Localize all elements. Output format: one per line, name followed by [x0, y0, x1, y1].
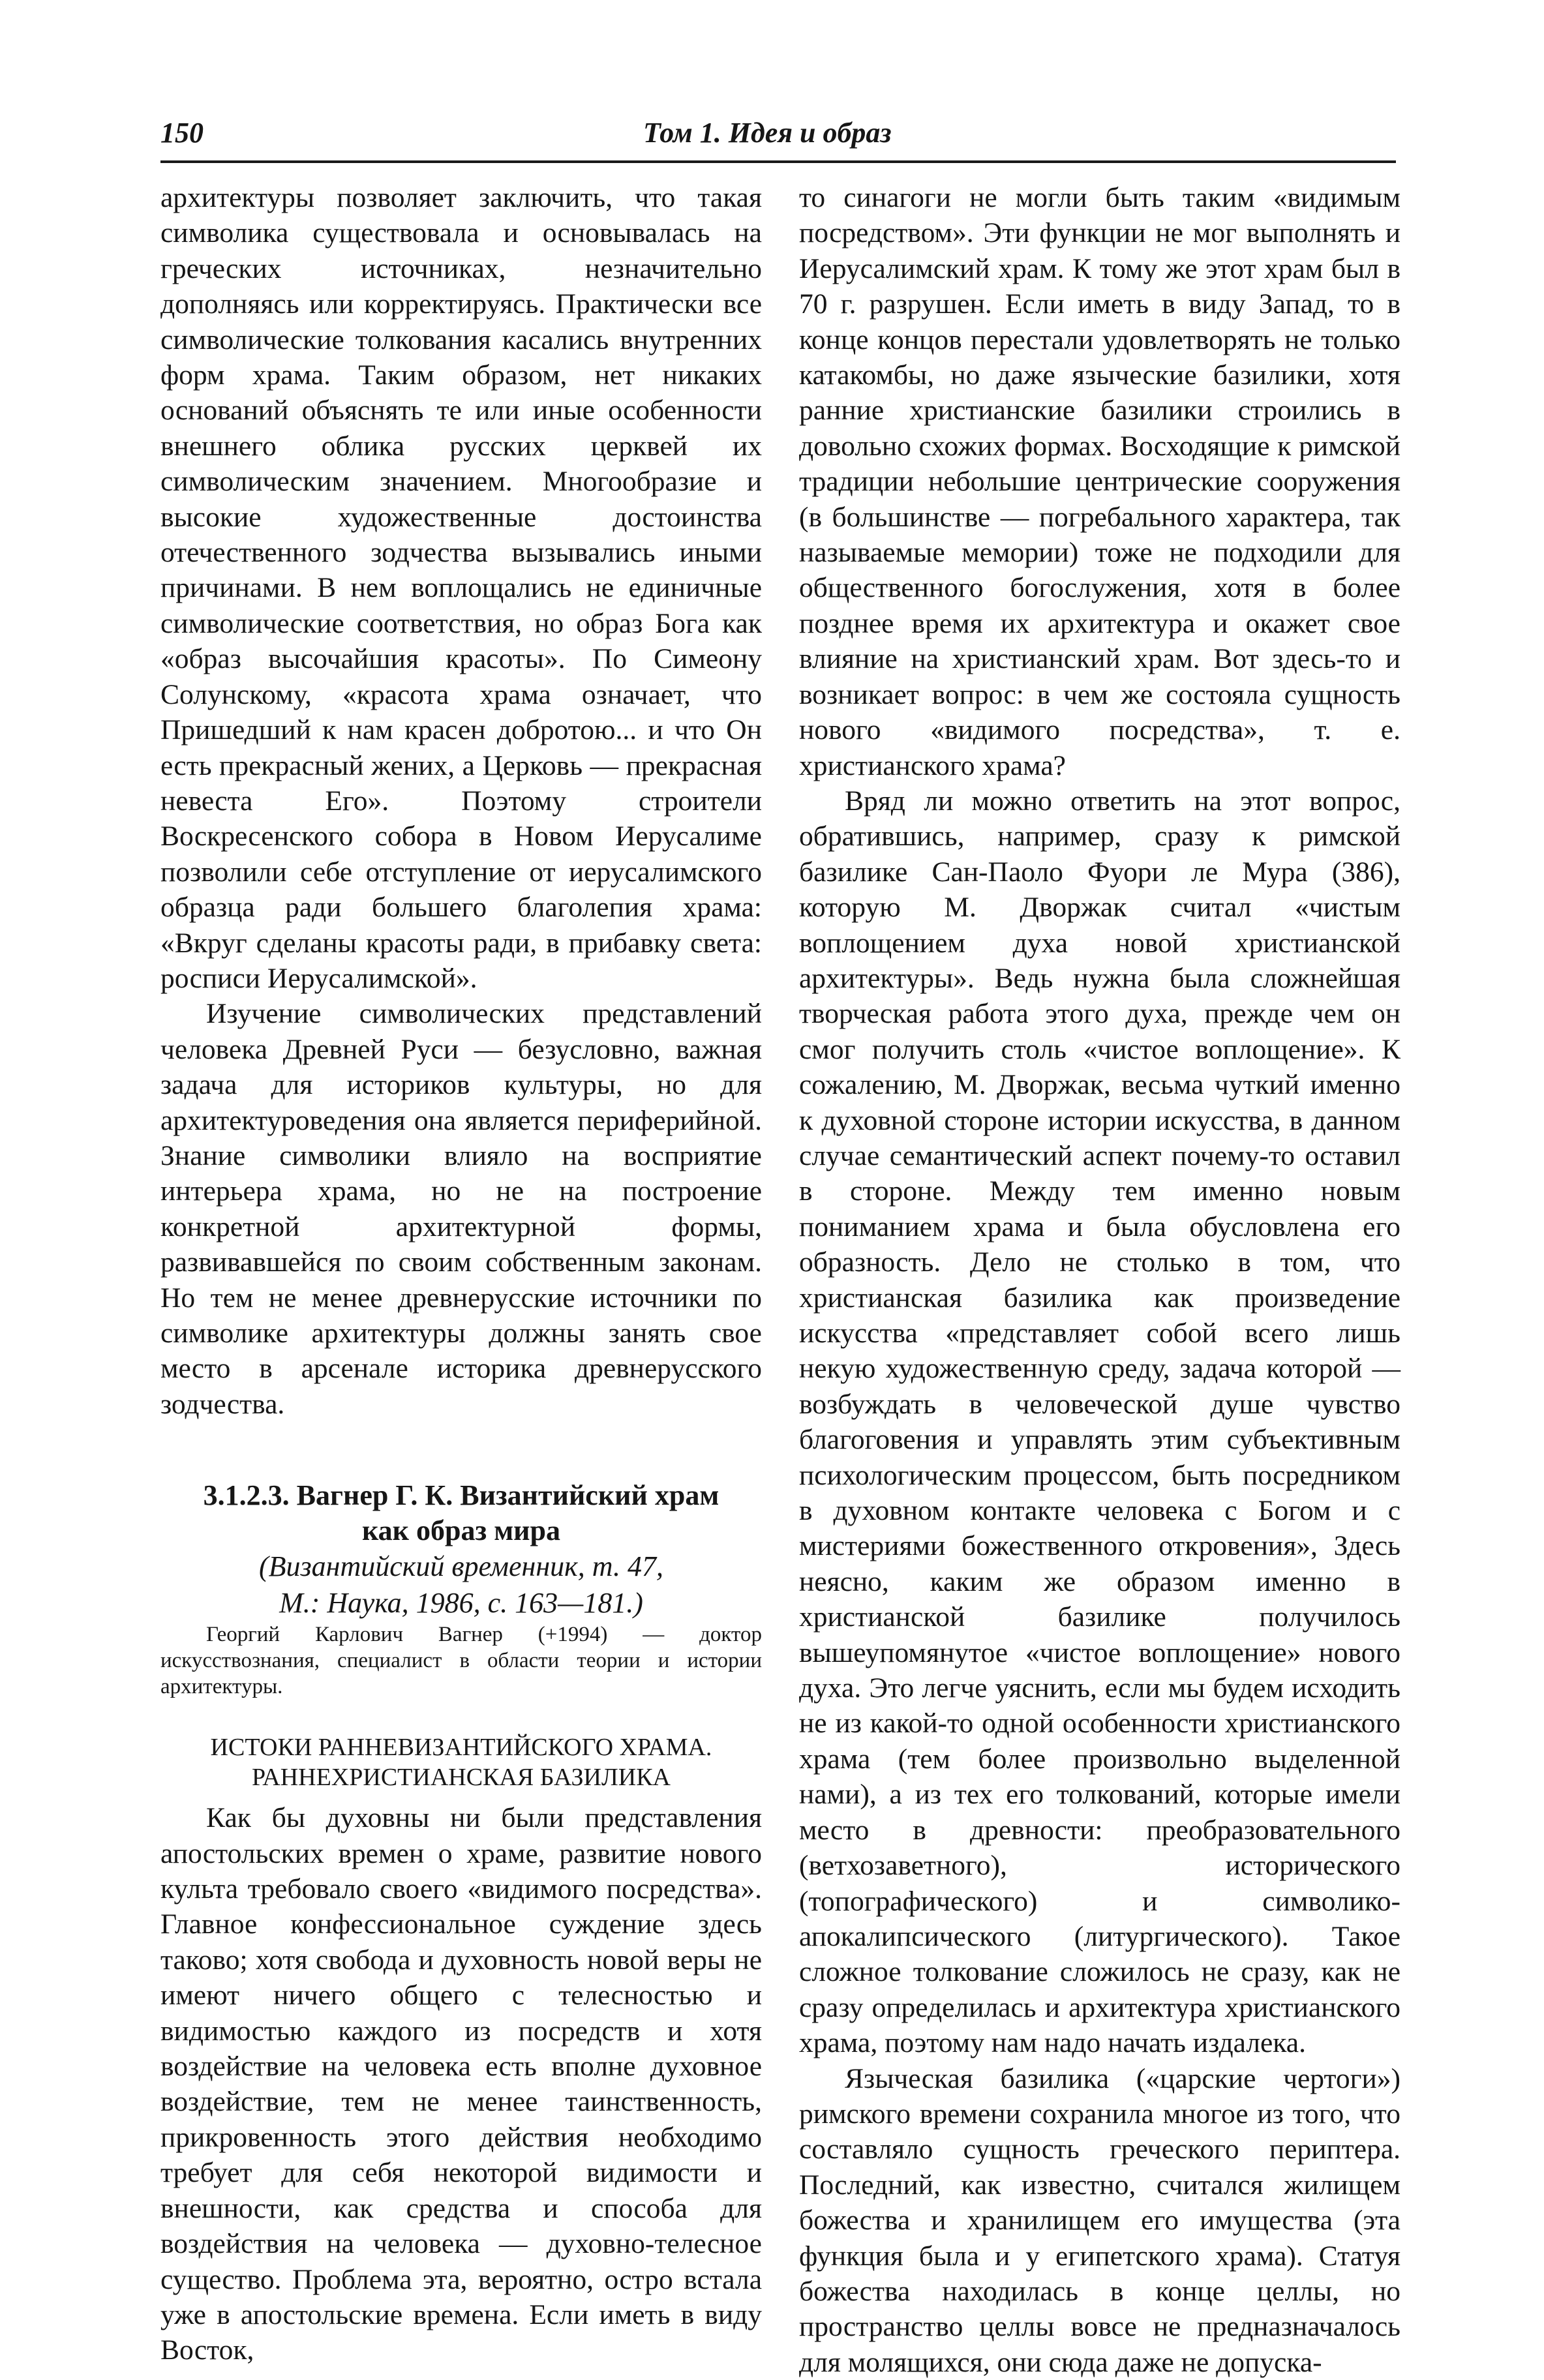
section-heading: [160, 1478, 762, 1548]
source-citation-line-1: (Византийский временник, т. 47,: [258, 1550, 664, 1583]
source-citation-line-2: М.: Наука, 1986, с. 163—181.): [279, 1587, 643, 1619]
right-paragraph-2: Вряд ли можно ответить на этот вопрос, обратившись, например, сразу к римской базилике Сан-Паоло Фуори ле Мура (386), которую М. Дворжак считал «чистым воплощением духа новой христианской архитектуры». Ведь нужна была сложнейшая творческая работа этого духа, прежде чем он смог получить столь «чистое воплощение». К сожалению, М. Дворжак, весьма чуткий именно к духовной стороне истории искусства, в данном случае семантический аспект почему-то оставил в стороне. Между тем именно новым пониманием храма и была обусловлена его образность. Дело не столько в том, что христианская базилика как произведение искусства «представляет собой всего лишь некую художественную среду, задача которой — возбуждать в человеческой душе чувство благоговения и управлять этим субъективным психологическим процессом, быть посредником в духовном контакте человека с Богом и с мистериями божественного откровения», Здесь неясно, каким же образом именно в христианской базилике получилось вышеупомянутое «чистое воплощение» нового духа. Это легче уяснить, если мы будем исходить не из какой-то одной особенности христианского храма (тем более произвольно выделенной нами), а из тех его толкований, которые имели место в древности: преобразовательного (ветхозаветного), исторического (топографического) и символико-апокалипсического (литургического). Такое сложное толкование сложилось не сразу, как не сразу определилась и архитектура христианского храма, поэтому нам надо начать издалека.: [799, 785, 1400, 2059]
page-number: 150: [160, 117, 204, 149]
right-column: [799, 180, 1400, 2380]
left-paragraph-1: архитектуры позволяет заключить, что такая символика существовала и основывалась на греческих источниках, незначительно дополняясь или корректируясь. Практически все символические толкования касались внутренних форм храма. Таким образом, нет никаких оснований объяснять те или иные особенности внешнего облика русских церквей их символическим значением. Многообразие и высокие художественные достоинства отечественного зодчества вызывались иными причинами. В нем воплощались не единичные символические соответствия, но образ Бога как «образ высочайшия красоты». По Симеону Солунскому, «красота храма означает, что Пришедший к нам красен добротою... и что Он есть прекрасный жених, а Церковь — прекрасная невеста Его». Поэтому строители Воскресенского собора в Новом Иерусалиме позволили себе отступление от иерусалимского образца ради большего благолепия храма: «Вкруг сделаны красоты ради, в прибавку света: росписи Иерусалимской».: [160, 182, 762, 994]
section-heading-line-2: как образ мира: [362, 1514, 560, 1547]
left-paragraph-2: Изучение символических представлений человека Древней Руси — безусловно, важная задача для историков культуры, но для архитектуроведения она является периферийной. Знание символики влияло на восприятие интерьера храма, но не на построение конкретной архитектурной формы, развивавшейся по своим собственным законам. Но тем не менее древнерусские источники по символике архитектуры должны занять свое место в арсенале историка древнерусского зодчества.: [160, 998, 762, 1420]
right-paragraph-1: то синагоги не могли быть таким «видимым посредством». Эти функции не мог выполнять и Иерусалимский храм. К тому же этот храм был в 70 г. разрушен. Если иметь в виду Запад, то в конце концов перестали удовлетворять не только катакомбы, но даже языческие базилики, хотя ранние христианские базилики строились в довольно схожих формах. Восходящие к римской традиции небольшие центрические сооружения (в большинстве — погребального характера, так называемые мемории) тоже не подходили для общественного богослужения, хотя в более позднее время их архитектура и окажет свое влияние на христианский храм. Вот здесь-то и возникает вопрос: в чем же состояла сущность нового «видимого посредства», т. е. христианского храма?: [799, 182, 1400, 781]
right-paragraph-3: Языческая базилика («царские чертоги») римского времени сохранила многое из того, что составляло сущность греческого периптера. Последний, как известно, считался жилищем божества и хранилищем его имущества (эта функция была и у египетского храма). Статуя божества находилась в конце целлы, но пространство целлы вовсе не предназначалось для молящихся, они сюда даже не допуска-: [799, 2062, 1400, 2378]
subheading-line-1: ИСТОКИ РАННЕВИЗАНТИЙСКОГО ХРАМА.: [210, 1734, 712, 1762]
left-paragraph-3: Как бы духовны ни были представления апостольских времен о храме, развитие нового культа требовало своего «видимого посредства». Главное конфессиональное суждение здесь таково; хотя свобода и духовность новой веры не имеют ничего общего с телесностью и видимостью каждого из посредств и хотя воздействие на человека есть вполне духовное воздействие, тем не менее таинственность, прикровенность этого действия необходимо требует для себя некоторой видимости и внешности, как средства и способа для воздействия на человека — духовно-телесное существо. Проблема эта, вероятно, остро встала уже в апостольские времена. Если иметь в виду Восток,: [160, 1802, 762, 2366]
author-note: Георгий Карлович Вагнер (+1994) — доктор искусствознания, специалист в области теории и истории архитектуры.: [160, 1623, 762, 1699]
subheading-line-2: РАННЕХРИСТИАНСКАЯ БАЗИЛИКА: [252, 1764, 671, 1792]
running-title: Том 1. Идея и образ: [643, 117, 892, 149]
section-heading-line-1: 3.1.2.3. Вагнер Г. К. Византийский храм: [203, 1479, 719, 1512]
running-header: [160, 115, 1396, 163]
left-column: [160, 180, 762, 2368]
subheading: [160, 1732, 762, 1792]
